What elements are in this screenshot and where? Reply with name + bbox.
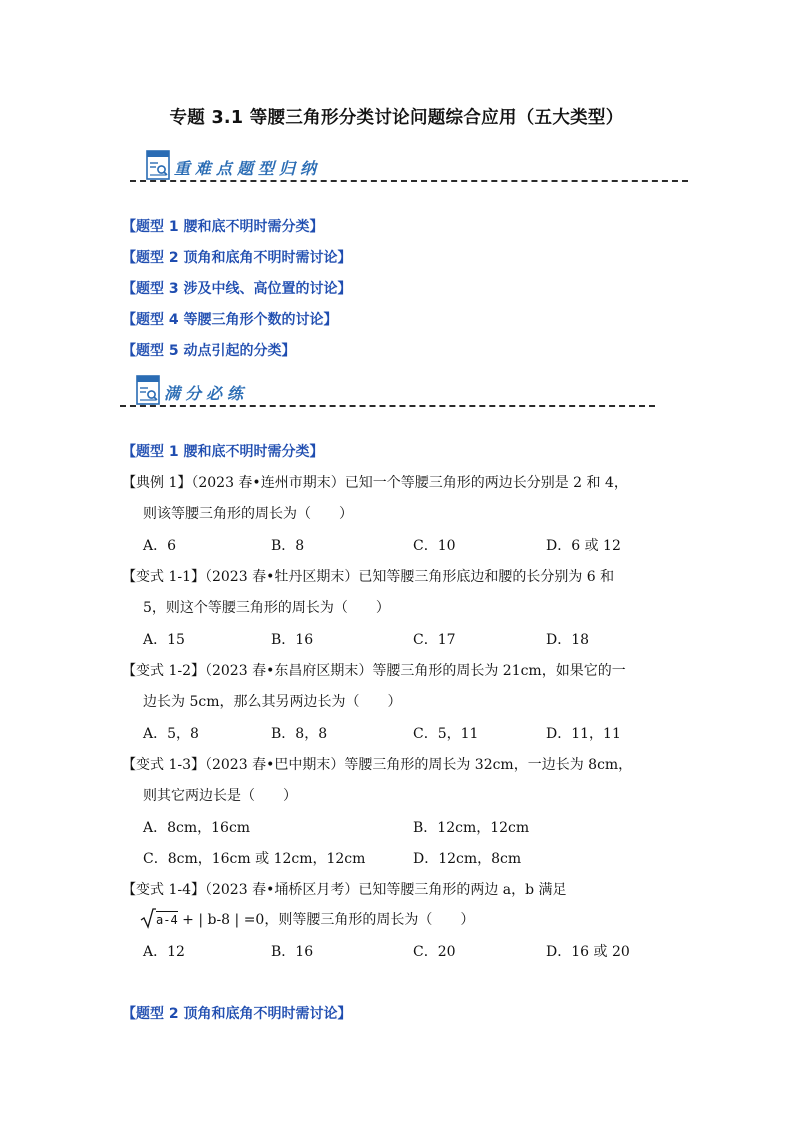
sqrt-radicand: a-4 [156,913,178,927]
question-variant-1-4-line1: 【变式 1-4】（2023 春•埇桥区月考）已知等腰三角形的两边 a，b 满足 [122,882,567,898]
option-b: B．12cm，12cm [413,820,530,836]
option-a: A．12 [143,944,185,960]
option-b: B．16 [271,944,314,960]
options-variant-1-3-row2 [143,848,703,868]
equation-rest: + | b-8 | =0，则等腰三角形的周长为（ ） [177,912,475,928]
toc-item-2: 【题型 2 顶角和底角不明时需讨论】 [122,250,352,266]
option-a: A．5，8 [143,726,199,742]
option-a: A．8cm，16cm [143,820,251,836]
options-example-1 [143,535,703,555]
option-d: D．6 或 12 [546,538,621,554]
option-c: C．8cm，16cm 或 12cm，12cm [143,851,366,867]
toc-item-4: 【题型 4 等腰三角形个数的讨论】 [122,312,338,328]
options-variant-1-3-row1 [143,817,703,837]
option-b: B．16 [271,632,314,648]
question-variant-1-4-line2 [140,907,474,931]
option-c: C．5，11 [413,726,479,742]
page-title: 专题 3.1 等腰三角形分类讨论问题综合应用（五大类型） [169,108,624,128]
type-2-heading: 【题型 2 顶角和底角不明时需讨论】 [122,1006,352,1022]
option-b: B．8，8 [271,726,328,742]
question-variant-1-1-line2: 5，则这个等腰三角形的周长为（ ） [143,600,390,616]
question-variant-1-3-line2: 则其它两边长是（ ） [143,788,297,804]
document-search-icon [146,150,172,181]
question-example-1-line2: 则该等腰三角形的周长为（ ） [143,506,353,522]
option-a: A．6 [143,538,177,554]
type-1-heading: 【题型 1 腰和底不明时需分类】 [122,444,324,460]
question-variant-1-2-line1: 【变式 1-2】（2023 春•东昌府区期末）等腰三角形的周长为 21cm，如果它的一 [122,663,626,679]
options-variant-1-2 [143,723,703,743]
toc-item-1: 【题型 1 腰和底不明时需分类】 [122,219,324,235]
option-a: A．15 [143,632,185,648]
options-variant-1-1 [143,629,703,649]
document-search-icon [136,375,162,406]
question-variant-1-1-line1: 【变式 1-1】（2023 春•牡丹区期末）已知等腰三角形底边和腰的长分别为 6 和 [122,569,615,585]
section-title-key-types: 重难点题型归纳 [174,159,322,178]
section-title-practice: 满分必练 [164,384,249,403]
question-example-1-line1: 【典例 1】（2023 春•连州市期末）已知一个等腰三角形的两边长分别是 2 和 4， [122,475,628,491]
question-variant-1-3-line1: 【变式 1-3】（2023 春•巴中期末）等腰三角形的周长为 32cm，一边长为 8cm， [122,757,633,773]
option-d: D．16 或 20 [546,944,630,960]
option-d: D．12cm，8cm [413,851,522,867]
option-d: D．11，11 [546,726,621,742]
question-variant-1-2-line2: 边长为 5cm，那么其另两边长为（ ） [143,694,402,710]
option-c: C．10 [413,538,456,554]
dashed-divider [120,405,655,407]
option-b: B．8 [271,538,305,554]
option-c: C．20 [413,944,456,960]
option-d: D．18 [546,632,590,648]
toc-item-5: 【题型 5 动点引起的分类】 [122,343,296,359]
sqrt-symbol [140,907,156,929]
option-c: C．17 [413,632,456,648]
dashed-divider [130,180,688,182]
options-variant-1-4 [143,941,703,961]
toc-item-3: 【题型 3 涉及中线、高位置的讨论】 [122,281,352,297]
